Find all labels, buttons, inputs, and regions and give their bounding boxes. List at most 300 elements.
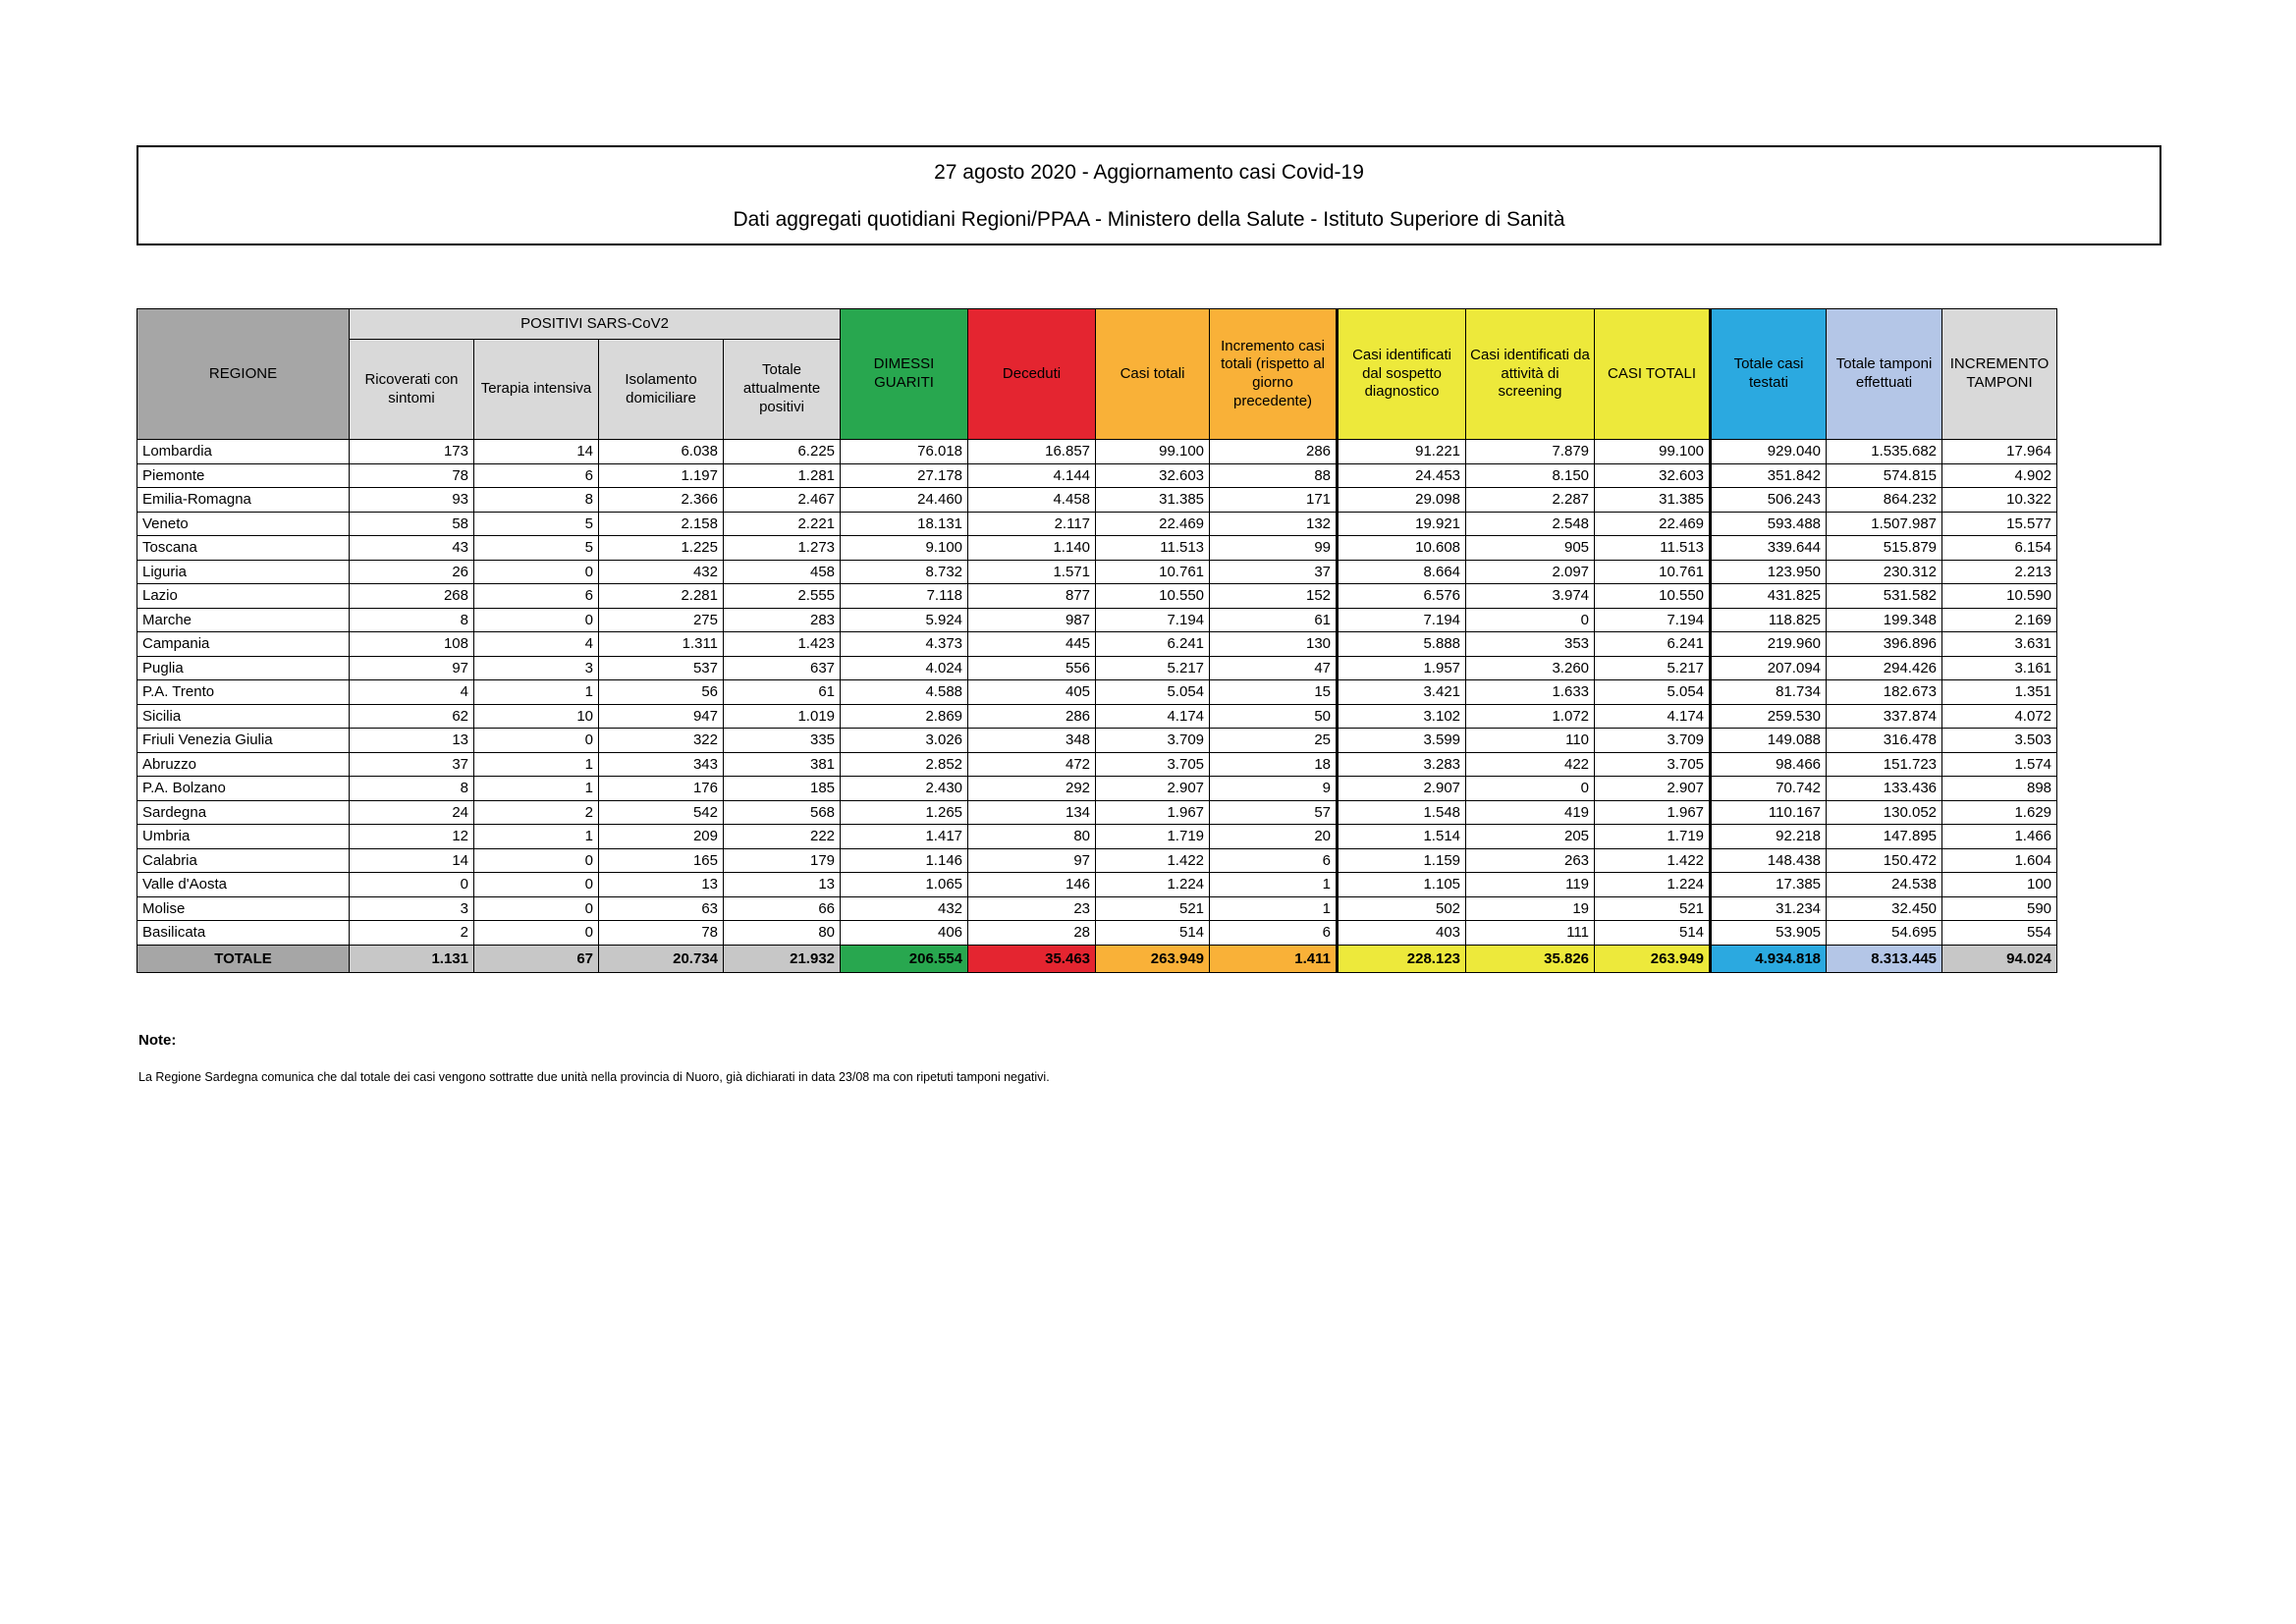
value-cell: 4.458 bbox=[968, 488, 1096, 513]
value-cell: 24.460 bbox=[841, 488, 968, 513]
value-cell: 637 bbox=[724, 656, 841, 680]
value-cell: 7.194 bbox=[1338, 608, 1466, 632]
value-cell: 1.507.987 bbox=[1827, 512, 1942, 536]
value-cell: 6 bbox=[474, 463, 599, 488]
value-cell: 1.146 bbox=[841, 848, 968, 873]
col-header-dimessi-guariti: DIMESSI GUARITI bbox=[841, 309, 968, 440]
region-cell: P.A. Trento bbox=[137, 680, 350, 705]
value-cell: 6 bbox=[1210, 848, 1338, 873]
value-cell: 4.072 bbox=[1942, 704, 2057, 729]
value-cell: 97 bbox=[350, 656, 474, 680]
totale-cell: 263.949 bbox=[1595, 945, 1711, 972]
value-cell: 24 bbox=[350, 800, 474, 825]
table-row bbox=[137, 825, 2057, 849]
value-cell: 4.024 bbox=[841, 656, 968, 680]
value-cell: 132 bbox=[1210, 512, 1338, 536]
value-cell: 458 bbox=[724, 560, 841, 584]
value-cell: 286 bbox=[1210, 440, 1338, 464]
value-cell: 133.436 bbox=[1827, 777, 1942, 801]
col-header-incremento-tamponi: INCREMENTO TAMPONI bbox=[1942, 309, 2057, 440]
col-header-isolamento: Isolamento domiciliare bbox=[599, 340, 724, 440]
value-cell: 3.283 bbox=[1338, 752, 1466, 777]
value-cell: 31.385 bbox=[1595, 488, 1711, 513]
value-cell: 1 bbox=[474, 777, 599, 801]
value-cell: 1.422 bbox=[1096, 848, 1210, 873]
region-cell: Lombardia bbox=[137, 440, 350, 464]
col-header-regione: REGIONE bbox=[137, 309, 350, 440]
value-cell: 5.054 bbox=[1595, 680, 1711, 705]
region-cell: Valle d'Aosta bbox=[137, 873, 350, 897]
value-cell: 1.265 bbox=[841, 800, 968, 825]
region-cell: Lazio bbox=[137, 584, 350, 609]
value-cell: 1.422 bbox=[1595, 848, 1711, 873]
value-cell: 0 bbox=[1466, 608, 1595, 632]
value-cell: 1.967 bbox=[1595, 800, 1711, 825]
value-cell: 2.430 bbox=[841, 777, 968, 801]
value-cell: 10.590 bbox=[1942, 584, 2057, 609]
value-cell: 3.102 bbox=[1338, 704, 1466, 729]
value-cell: 13 bbox=[724, 873, 841, 897]
value-cell: 28 bbox=[968, 921, 1096, 946]
value-cell: 353 bbox=[1466, 632, 1595, 657]
value-cell: 1.072 bbox=[1466, 704, 1595, 729]
value-cell: 506.243 bbox=[1711, 488, 1827, 513]
value-cell: 574.815 bbox=[1827, 463, 1942, 488]
table-row bbox=[137, 800, 2057, 825]
value-cell: 99 bbox=[1210, 536, 1338, 561]
value-cell: 37 bbox=[1210, 560, 1338, 584]
value-cell: 4.902 bbox=[1942, 463, 2057, 488]
value-cell: 593.488 bbox=[1711, 512, 1827, 536]
value-cell: 335 bbox=[724, 729, 841, 753]
value-cell: 1 bbox=[474, 680, 599, 705]
region-cell: Sardegna bbox=[137, 800, 350, 825]
value-cell: 0 bbox=[474, 921, 599, 946]
value-cell: 6 bbox=[474, 584, 599, 609]
totale-cell: 4.934.818 bbox=[1711, 945, 1827, 972]
value-cell: 1.273 bbox=[724, 536, 841, 561]
table-row bbox=[137, 488, 2057, 513]
value-cell: 88 bbox=[1210, 463, 1338, 488]
table-row bbox=[137, 536, 2057, 561]
value-cell: 396.896 bbox=[1827, 632, 1942, 657]
value-cell: 6 bbox=[1210, 921, 1338, 946]
value-cell: 339.644 bbox=[1711, 536, 1827, 561]
value-cell: 57 bbox=[1210, 800, 1338, 825]
value-cell: 521 bbox=[1595, 896, 1711, 921]
value-cell: 118.825 bbox=[1711, 608, 1827, 632]
value-cell: 14 bbox=[350, 848, 474, 873]
value-cell: 4.174 bbox=[1096, 704, 1210, 729]
table-row bbox=[137, 752, 2057, 777]
value-cell: 3.026 bbox=[841, 729, 968, 753]
value-cell: 32.603 bbox=[1595, 463, 1711, 488]
totale-cell: 206.554 bbox=[841, 945, 968, 972]
table-row bbox=[137, 440, 2057, 464]
value-cell: 205 bbox=[1466, 825, 1595, 849]
table-row bbox=[137, 729, 2057, 753]
value-cell: 3.705 bbox=[1595, 752, 1711, 777]
table-row bbox=[137, 777, 2057, 801]
value-cell: 9 bbox=[1210, 777, 1338, 801]
value-cell: 1.019 bbox=[724, 704, 841, 729]
value-cell: 542 bbox=[599, 800, 724, 825]
value-cell: 18 bbox=[1210, 752, 1338, 777]
value-cell: 56 bbox=[599, 680, 724, 705]
col-header-terapia-intensiva: Terapia intensiva bbox=[474, 340, 599, 440]
value-cell: 99.100 bbox=[1096, 440, 1210, 464]
value-cell: 3.705 bbox=[1096, 752, 1210, 777]
value-cell: 14 bbox=[474, 440, 599, 464]
value-cell: 3.599 bbox=[1338, 729, 1466, 753]
region-cell: Sicilia bbox=[137, 704, 350, 729]
totale-cell: 94.024 bbox=[1942, 945, 2057, 972]
value-cell: 2.221 bbox=[724, 512, 841, 536]
region-cell: Puglia bbox=[137, 656, 350, 680]
value-cell: 130.052 bbox=[1827, 800, 1942, 825]
value-cell: 0 bbox=[474, 608, 599, 632]
value-cell: 219.960 bbox=[1711, 632, 1827, 657]
value-cell: 37 bbox=[350, 752, 474, 777]
value-cell: 17.964 bbox=[1942, 440, 2057, 464]
value-cell: 432 bbox=[841, 896, 968, 921]
value-cell: 8.664 bbox=[1338, 560, 1466, 584]
value-cell: 9.100 bbox=[841, 536, 968, 561]
value-cell: 185 bbox=[724, 777, 841, 801]
value-cell: 151.723 bbox=[1827, 752, 1942, 777]
value-cell: 0 bbox=[474, 729, 599, 753]
value-cell: 149.088 bbox=[1711, 729, 1827, 753]
value-cell: 165 bbox=[599, 848, 724, 873]
value-cell: 1 bbox=[474, 752, 599, 777]
col-header-totale-casi-testati: Totale casi testati bbox=[1711, 309, 1827, 440]
value-cell: 1.719 bbox=[1595, 825, 1711, 849]
totale-cell: 1.411 bbox=[1210, 945, 1338, 972]
value-cell: 419 bbox=[1466, 800, 1595, 825]
value-cell: 4.588 bbox=[841, 680, 968, 705]
value-cell: 2.213 bbox=[1942, 560, 2057, 584]
value-cell: 1.574 bbox=[1942, 752, 2057, 777]
value-cell: 3.161 bbox=[1942, 656, 2057, 680]
value-cell: 2.907 bbox=[1338, 777, 1466, 801]
region-cell: P.A. Bolzano bbox=[137, 777, 350, 801]
value-cell: 1.571 bbox=[968, 560, 1096, 584]
totale-label-cell: TOTALE bbox=[137, 945, 350, 972]
value-cell: 63 bbox=[599, 896, 724, 921]
value-cell: 8.732 bbox=[841, 560, 968, 584]
value-cell: 176 bbox=[599, 777, 724, 801]
value-cell: 209 bbox=[599, 825, 724, 849]
value-cell: 554 bbox=[1942, 921, 2057, 946]
value-cell: 134 bbox=[968, 800, 1096, 825]
value-cell: 22.469 bbox=[1096, 512, 1210, 536]
value-cell: 286 bbox=[968, 704, 1096, 729]
region-cell: Marche bbox=[137, 608, 350, 632]
value-cell: 199.348 bbox=[1827, 608, 1942, 632]
col-header-deceduti: Deceduti bbox=[968, 309, 1096, 440]
value-cell: 2 bbox=[350, 921, 474, 946]
value-cell: 0 bbox=[1466, 777, 1595, 801]
value-cell: 1.281 bbox=[724, 463, 841, 488]
value-cell: 1.159 bbox=[1338, 848, 1466, 873]
note-text: La Regione Sardegna comunica che dal totale dei casi vengono sottratte due unità nella provincia di Nuoro, già dichiarati in data 23/08 ma con ripetuti tamponi negativi. bbox=[138, 1070, 1050, 1084]
value-cell: 294.426 bbox=[1827, 656, 1942, 680]
value-cell: 76.018 bbox=[841, 440, 968, 464]
col-header-casi-totali: Casi totali bbox=[1096, 309, 1210, 440]
value-cell: 0 bbox=[474, 896, 599, 921]
col-header-ricoverati: Ricoverati con sintomi bbox=[350, 340, 474, 440]
value-cell: 2.158 bbox=[599, 512, 724, 536]
value-cell: 537 bbox=[599, 656, 724, 680]
value-cell: 514 bbox=[1595, 921, 1711, 946]
value-cell: 1.633 bbox=[1466, 680, 1595, 705]
col-header-casi-totali-caps: CASI TOTALI bbox=[1595, 309, 1711, 440]
totale-cell: 263.949 bbox=[1096, 945, 1210, 972]
value-cell: 406 bbox=[841, 921, 968, 946]
table-row bbox=[137, 584, 2057, 609]
value-cell: 53.905 bbox=[1711, 921, 1827, 946]
value-cell: 2.907 bbox=[1595, 777, 1711, 801]
value-cell: 422 bbox=[1466, 752, 1595, 777]
value-cell: 1 bbox=[1210, 873, 1338, 897]
value-cell: 8 bbox=[350, 777, 474, 801]
value-cell: 100 bbox=[1942, 873, 2057, 897]
value-cell: 150.472 bbox=[1827, 848, 1942, 873]
value-cell: 514 bbox=[1096, 921, 1210, 946]
value-cell: 123.950 bbox=[1711, 560, 1827, 584]
value-cell: 152 bbox=[1210, 584, 1338, 609]
totale-cell: 228.123 bbox=[1338, 945, 1466, 972]
value-cell: 515.879 bbox=[1827, 536, 1942, 561]
value-cell: 947 bbox=[599, 704, 724, 729]
value-cell: 3 bbox=[350, 896, 474, 921]
value-cell: 12 bbox=[350, 825, 474, 849]
value-cell: 10.761 bbox=[1096, 560, 1210, 584]
value-cell: 1 bbox=[474, 825, 599, 849]
value-cell: 1.604 bbox=[1942, 848, 2057, 873]
value-cell: 1.065 bbox=[841, 873, 968, 897]
totale-cell: 35.826 bbox=[1466, 945, 1595, 972]
value-cell: 15.577 bbox=[1942, 512, 2057, 536]
value-cell: 3.709 bbox=[1595, 729, 1711, 753]
value-cell: 351.842 bbox=[1711, 463, 1827, 488]
value-cell: 1.719 bbox=[1096, 825, 1210, 849]
value-cell: 5.924 bbox=[841, 608, 968, 632]
value-cell: 2.852 bbox=[841, 752, 968, 777]
value-cell: 62 bbox=[350, 704, 474, 729]
value-cell: 119 bbox=[1466, 873, 1595, 897]
value-cell: 1.311 bbox=[599, 632, 724, 657]
value-cell: 7.879 bbox=[1466, 440, 1595, 464]
value-cell: 4.174 bbox=[1595, 704, 1711, 729]
value-cell: 146 bbox=[968, 873, 1096, 897]
value-cell: 58 bbox=[350, 512, 474, 536]
value-cell: 11.513 bbox=[1096, 536, 1210, 561]
value-cell: 259.530 bbox=[1711, 704, 1827, 729]
table-row bbox=[137, 632, 2057, 657]
value-cell: 78 bbox=[350, 463, 474, 488]
value-cell: 2.366 bbox=[599, 488, 724, 513]
title-box bbox=[137, 145, 2161, 245]
value-cell: 18.131 bbox=[841, 512, 968, 536]
value-cell: 877 bbox=[968, 584, 1096, 609]
value-cell: 3.631 bbox=[1942, 632, 2057, 657]
region-cell: Friuli Venezia Giulia bbox=[137, 729, 350, 753]
value-cell: 15 bbox=[1210, 680, 1338, 705]
value-cell: 7.194 bbox=[1595, 608, 1711, 632]
value-cell: 263 bbox=[1466, 848, 1595, 873]
totale-cell: 21.932 bbox=[724, 945, 841, 972]
value-cell: 905 bbox=[1466, 536, 1595, 561]
value-cell: 6.038 bbox=[599, 440, 724, 464]
value-cell: 31.234 bbox=[1711, 896, 1827, 921]
value-cell: 5.054 bbox=[1096, 680, 1210, 705]
value-cell: 2.097 bbox=[1466, 560, 1595, 584]
value-cell: 27.178 bbox=[841, 463, 968, 488]
value-cell: 2.281 bbox=[599, 584, 724, 609]
value-cell: 130 bbox=[1210, 632, 1338, 657]
region-cell: Calabria bbox=[137, 848, 350, 873]
value-cell: 6.576 bbox=[1338, 584, 1466, 609]
table-row bbox=[137, 463, 2057, 488]
value-cell: 343 bbox=[599, 752, 724, 777]
region-cell: Basilicata bbox=[137, 921, 350, 946]
value-cell: 93 bbox=[350, 488, 474, 513]
value-cell: 1.957 bbox=[1338, 656, 1466, 680]
value-cell: 348 bbox=[968, 729, 1096, 753]
table-row bbox=[137, 608, 2057, 632]
value-cell: 78 bbox=[599, 921, 724, 946]
value-cell: 20 bbox=[1210, 825, 1338, 849]
value-cell: 8.150 bbox=[1466, 463, 1595, 488]
value-cell: 19 bbox=[1466, 896, 1595, 921]
value-cell: 99.100 bbox=[1595, 440, 1711, 464]
value-cell: 148.438 bbox=[1711, 848, 1827, 873]
value-cell: 2.555 bbox=[724, 584, 841, 609]
value-cell: 43 bbox=[350, 536, 474, 561]
note-heading: Note: bbox=[138, 1032, 177, 1049]
value-cell: 268 bbox=[350, 584, 474, 609]
value-cell: 17.385 bbox=[1711, 873, 1827, 897]
value-cell: 1.548 bbox=[1338, 800, 1466, 825]
value-cell: 80 bbox=[724, 921, 841, 946]
value-cell: 92.218 bbox=[1711, 825, 1827, 849]
value-cell: 1.197 bbox=[599, 463, 724, 488]
totale-cell: 67 bbox=[474, 945, 599, 972]
value-cell: 3.260 bbox=[1466, 656, 1595, 680]
region-cell: Piemonte bbox=[137, 463, 350, 488]
value-cell: 292 bbox=[968, 777, 1096, 801]
value-cell: 1.466 bbox=[1942, 825, 2057, 849]
value-cell: 11.513 bbox=[1595, 536, 1711, 561]
value-cell: 431.825 bbox=[1711, 584, 1827, 609]
region-cell: Liguria bbox=[137, 560, 350, 584]
value-cell: 10.322 bbox=[1942, 488, 2057, 513]
table-row bbox=[137, 704, 2057, 729]
value-cell: 3.503 bbox=[1942, 729, 2057, 753]
value-cell: 5 bbox=[474, 536, 599, 561]
table-row bbox=[137, 921, 2057, 946]
value-cell: 98.466 bbox=[1711, 752, 1827, 777]
table-row bbox=[137, 896, 2057, 921]
value-cell: 6.241 bbox=[1096, 632, 1210, 657]
value-cell: 3 bbox=[474, 656, 599, 680]
value-cell: 3.709 bbox=[1096, 729, 1210, 753]
value-cell: 19.921 bbox=[1338, 512, 1466, 536]
value-cell: 66 bbox=[724, 896, 841, 921]
value-cell: 207.094 bbox=[1711, 656, 1827, 680]
value-cell: 23 bbox=[968, 896, 1096, 921]
value-cell: 0 bbox=[474, 560, 599, 584]
value-cell: 110 bbox=[1466, 729, 1595, 753]
value-cell: 1.967 bbox=[1096, 800, 1210, 825]
value-cell: 70.742 bbox=[1711, 777, 1827, 801]
value-cell: 2.467 bbox=[724, 488, 841, 513]
value-cell: 7.194 bbox=[1096, 608, 1210, 632]
value-cell: 403 bbox=[1338, 921, 1466, 946]
value-cell: 864.232 bbox=[1827, 488, 1942, 513]
value-cell: 32.603 bbox=[1096, 463, 1210, 488]
value-cell: 5.217 bbox=[1096, 656, 1210, 680]
value-cell: 1.224 bbox=[1595, 873, 1711, 897]
value-cell: 929.040 bbox=[1711, 440, 1827, 464]
value-cell: 179 bbox=[724, 848, 841, 873]
value-cell: 2 bbox=[474, 800, 599, 825]
table-row bbox=[137, 873, 2057, 897]
value-cell: 7.118 bbox=[841, 584, 968, 609]
col-header-casi-screening: Casi identificati da attività di screening bbox=[1466, 309, 1595, 440]
value-cell: 3.974 bbox=[1466, 584, 1595, 609]
group-header-positivi: POSITIVI SARS-CoV2 bbox=[350, 309, 841, 340]
value-cell: 4 bbox=[474, 632, 599, 657]
value-cell: 13 bbox=[350, 729, 474, 753]
region-cell: Campania bbox=[137, 632, 350, 657]
value-cell: 6.241 bbox=[1595, 632, 1711, 657]
value-cell: 4 bbox=[350, 680, 474, 705]
value-cell: 173 bbox=[350, 440, 474, 464]
value-cell: 6.225 bbox=[724, 440, 841, 464]
value-cell: 61 bbox=[1210, 608, 1338, 632]
value-cell: 80 bbox=[968, 825, 1096, 849]
value-cell: 31.385 bbox=[1096, 488, 1210, 513]
value-cell: 4.144 bbox=[968, 463, 1096, 488]
value-cell: 5 bbox=[474, 512, 599, 536]
value-cell: 25 bbox=[1210, 729, 1338, 753]
value-cell: 97 bbox=[968, 848, 1096, 873]
value-cell: 16.857 bbox=[968, 440, 1096, 464]
value-cell: 432 bbox=[599, 560, 724, 584]
table-row bbox=[137, 848, 2057, 873]
table-row bbox=[137, 512, 2057, 536]
value-cell: 1.423 bbox=[724, 632, 841, 657]
value-cell: 50 bbox=[1210, 704, 1338, 729]
col-header-totale-tamponi: Totale tamponi effettuati bbox=[1827, 309, 1942, 440]
value-cell: 322 bbox=[599, 729, 724, 753]
value-cell: 108 bbox=[350, 632, 474, 657]
value-cell: 2.907 bbox=[1096, 777, 1210, 801]
report-title: 27 agosto 2020 - Aggiornamento casi Covid-19 bbox=[934, 161, 1364, 184]
value-cell: 6.154 bbox=[1942, 536, 2057, 561]
totale-cell: 1.131 bbox=[350, 945, 474, 972]
value-cell: 381 bbox=[724, 752, 841, 777]
value-cell: 5.217 bbox=[1595, 656, 1711, 680]
region-cell: Toscana bbox=[137, 536, 350, 561]
value-cell: 8 bbox=[474, 488, 599, 513]
value-cell: 1 bbox=[1210, 896, 1338, 921]
value-cell: 61 bbox=[724, 680, 841, 705]
value-cell: 568 bbox=[724, 800, 841, 825]
value-cell: 26 bbox=[350, 560, 474, 584]
